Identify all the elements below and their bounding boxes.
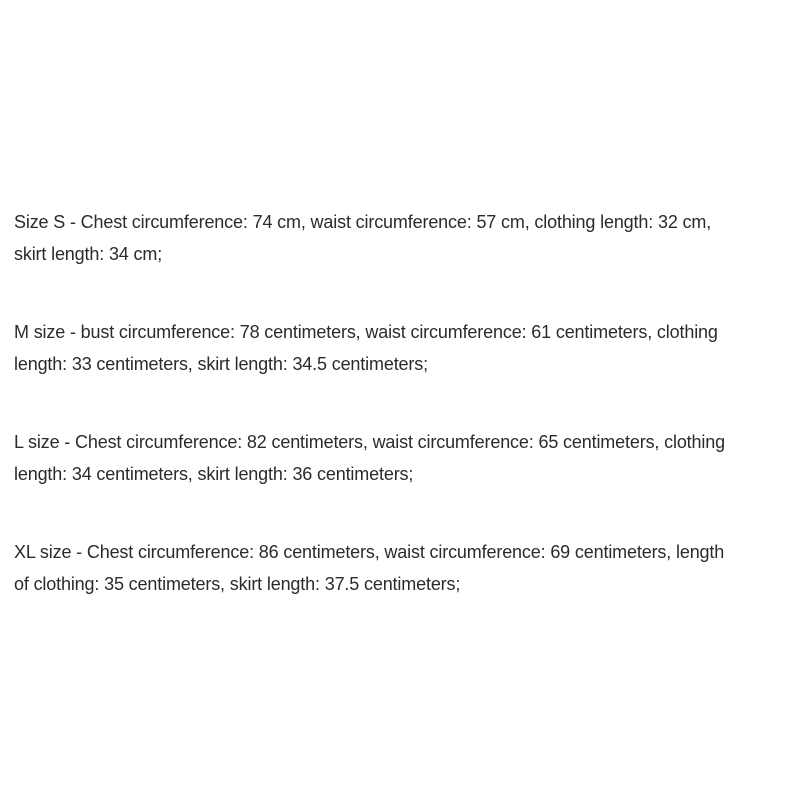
size-entry-l bbox=[14, 426, 794, 490]
size-chart bbox=[14, 206, 794, 646]
size-entry-line: of clothing: 35 centimeters, skirt length: 37.5 centimeters; bbox=[14, 574, 461, 594]
size-entry-line: length: 34 centimeters, skirt length: 36 centimeters; bbox=[14, 464, 414, 484]
size-entry-line: skirt length: 34 cm; bbox=[14, 244, 163, 264]
size-entry-line: length: 33 centimeters, skirt length: 34.5 centimeters; bbox=[14, 354, 428, 374]
size-entry-line: XL size - Chest circumference: 86 centimeters, waist circumference: 69 centimeters, length bbox=[14, 542, 725, 562]
size-entry-s bbox=[14, 206, 794, 270]
size-entry-line: M size - bust circumference: 78 centimeters, waist circumference: 61 centimeters, clothing bbox=[14, 322, 718, 342]
size-entry-line: Size S - Chest circumference: 74 cm, waist circumference: 57 cm, clothing length: 32 cm, bbox=[14, 212, 712, 232]
size-entry-line: L size - Chest circumference: 82 centimeters, waist circumference: 65 centimeters, clothing bbox=[14, 432, 725, 452]
size-entry-xl bbox=[14, 536, 794, 600]
size-entry-m bbox=[14, 316, 794, 380]
